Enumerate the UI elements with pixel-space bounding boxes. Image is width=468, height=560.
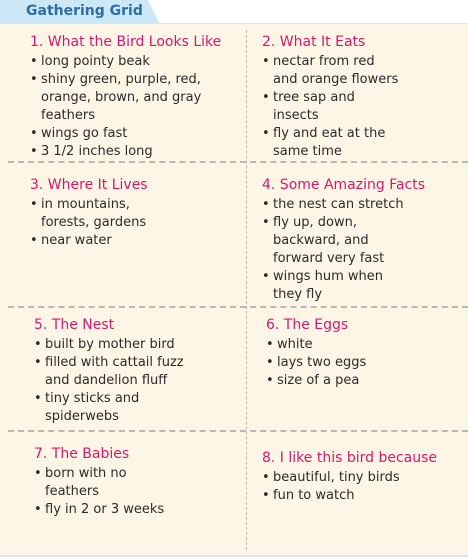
list-item: • beautiful, tiny birds [262,469,468,487]
list-item: • fun to watch [262,487,468,505]
list-item: • fly and eat at the same time [262,125,468,161]
cell-list [34,336,256,426]
list-item: • wings hum when they fly [262,268,468,304]
cell-list [262,196,468,304]
list-item: • lays two eggs [266,354,468,372]
cell-list [34,465,256,519]
gathering-grid-tab-label: Gathering Grid [26,3,143,19]
grid-cell-eats [262,34,468,161]
cell-title: 4. Some Amazing Facts [262,177,426,193]
list-item: • the nest can stretch [262,196,468,214]
list-item: • built by mother bird [34,336,256,354]
grid-cell-nest [34,317,256,426]
cell-list [262,469,468,505]
cell-title: 3. Where It Lives [30,177,148,193]
cell-title: 6. The Eggs [266,317,349,333]
list-item: • fly in 2 or 3 weeks [34,501,256,519]
grid-cell-like [262,450,468,505]
grid-cell-lives [30,177,252,250]
list-item: • size of a pea [266,372,468,390]
grid-row-divider-2 [8,306,468,308]
list-item: • 3 1/2 inches long [30,143,252,161]
cell-title: 1. What the Bird Looks Like [30,34,222,50]
list-item: • fly up, down, backward, and forward very fast [262,214,468,268]
bottom-rule [0,555,468,557]
cell-title: 2. What It Eats [262,34,366,50]
list-item: • long pointy beak [30,53,252,71]
list-item: • white [266,336,468,354]
list-item: • nectar from red and orange flowers [262,53,468,89]
list-item: • born with no feathers [34,465,256,501]
list-item: • wings go fast [30,125,252,143]
cell-list [266,336,468,390]
grid-cell-looks [30,34,252,161]
list-item: • filled with cattail fuzz and dandelion fluff [34,354,256,390]
cell-list [30,196,252,250]
cell-list [30,53,252,161]
grid-row-divider-3 [8,430,468,432]
cell-title: 7. The Babies [34,446,130,462]
cell-title: 5. The Nest [34,317,115,333]
grid-cell-eggs [266,317,468,390]
list-item: • shiny green, purple, red, orange, brown, and gray feathers [30,71,252,125]
grid-row-divider-1 [8,161,468,163]
list-item: • tiny sticks and spiderwebs [34,390,256,426]
list-item: • in mountains, forests, gardens [30,196,252,232]
grid-cell-babies [34,446,256,519]
list-item: • tree sap and insects [262,89,468,125]
grid-cell-facts [262,177,468,304]
list-item: • near water [30,232,252,250]
cell-list [262,53,468,161]
cell-title: 8. I like this bird because [262,450,438,466]
